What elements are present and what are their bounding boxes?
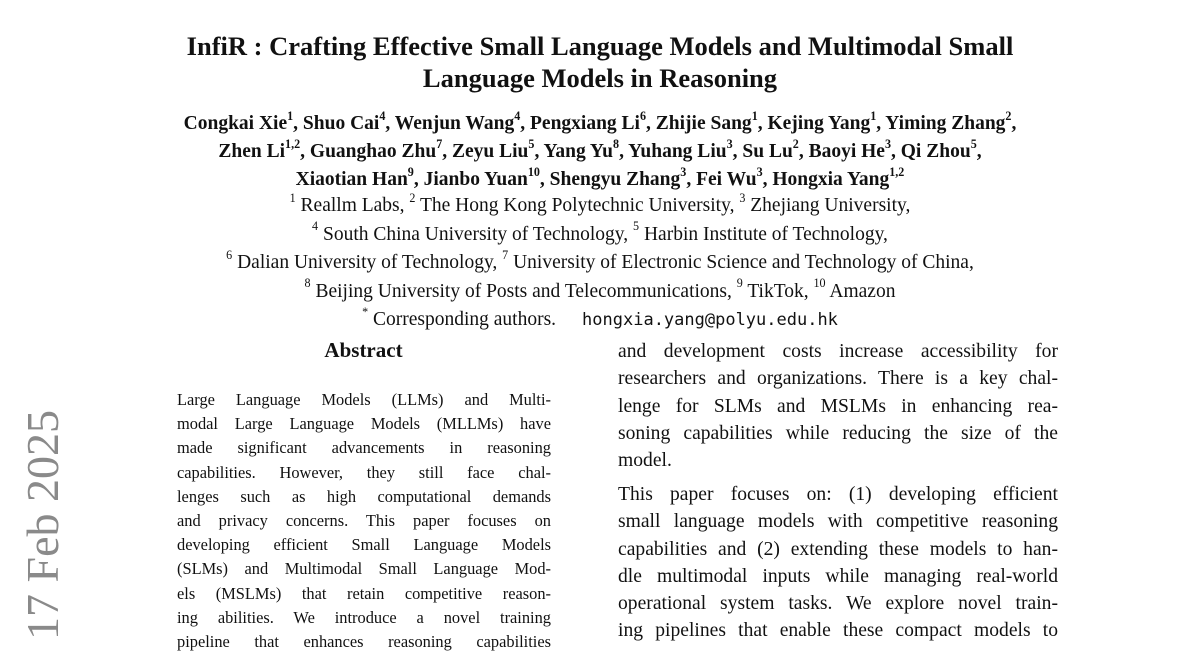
paragraph-line: dle multimodal inputs while managing real-world: [618, 565, 1058, 587]
abstract-heading: Abstract: [324, 338, 403, 362]
corresponding-author-line: [60, 306, 1140, 335]
arxiv-date-stamp: 17 Feb 2025: [17, 410, 68, 640]
paragraph-line: small language models with competitive reasoning: [618, 511, 1058, 533]
author-line: Xiaotian Han$^9$, Jianbo Yuan$^{10}$, Shengyu Zhang$^3$, Fei Wu$^3$, Hongxia Yang$^{1,2}$: [295, 164, 905, 190]
affiliation-line: $^1$ Reallm Labs, $^2$ The Hong Kong Polytechnic University, $^3$ Zhejiang University,: [289, 190, 911, 216]
author-line: Congkai Xie$^1$, Shuo Cai$^4$, Wenjun Wang$^4$, Pengxiang Li$^6$, Zhijie Sang$^1$, Kejing Yang$^1$, Yiming Zhang$^2$,: [183, 108, 1017, 134]
abstract-line: pipeline that enhances reasoning capabilities: [177, 632, 551, 652]
abstract-body: [177, 388, 551, 654]
introduction-text: [618, 338, 1058, 651]
paper-title: [100, 30, 1100, 94]
paragraph-line: lenge for SLMs and MSLMs in enhancing rea-: [618, 395, 1058, 417]
corresponding-label: * Corresponding authors.: [362, 304, 557, 330]
paragraph-line: and development costs increase accessibility for: [618, 341, 1058, 362]
paragraph-line: capabilities and (2) extending these models to han-: [618, 538, 1058, 560]
paragraph: [618, 481, 1058, 645]
affiliations: [60, 192, 1140, 335]
corresponding-email[interactable]: hongxia.yang@polyu.edu.hk: [582, 310, 838, 330]
abstract-line: els (MSLMs) that retain competitive reason-: [177, 583, 551, 603]
title-line: Language Models in Reasoning: [422, 63, 778, 93]
abstract-line: developing efficient Small Language Models: [177, 535, 551, 555]
affiliation-line: $^4$ South China University of Technology, $^5$ Harbin Institute of Technology,: [312, 219, 888, 245]
paragraph-line: This paper focuses on: (1) developing efficient: [618, 483, 1058, 505]
abstract-line: (SLMs) and Multimodal Small Language Mod-: [177, 559, 551, 579]
title-line: InfiR : Crafting Effective Small Language Models and Multimodal Small: [186, 31, 1014, 61]
abstract-line: and privacy concerns. This paper focuses on: [177, 511, 551, 531]
paragraph-line: researchers and organizations. There is a key chal-: [618, 368, 1058, 390]
abstract-line: made significant advancements in reasoning: [177, 438, 551, 458]
abstract-line: lenges such as high computational demands: [177, 486, 551, 506]
affiliation-line: $^6$ Dalian University of Technology, $^7$ University of Electronic Science and Technology of China,: [226, 247, 974, 273]
abstract-line: Large Language Models (LLMs) and Multi-: [177, 390, 551, 409]
author-list: [60, 110, 1140, 194]
paragraph: [618, 338, 1058, 474]
abstract-line: ing abilities. We introduce a novel training: [177, 607, 551, 627]
paragraph-line: soning capabilities while reducing the size of the: [618, 422, 1058, 444]
paragraph-line: model.: [618, 450, 672, 472]
paragraph-line: ing pipelines that enable these compact models to: [618, 620, 1058, 642]
paragraph-line: operational system tasks. We explore novel train-: [618, 593, 1058, 615]
affiliation-line: $^8$ Beijing University of Posts and Telecommunications, $^9$ TikTok, $^{10}$ Amazon: [304, 276, 896, 302]
abstract-line: capabilities. However, they still face chal-: [177, 462, 551, 482]
abstract-line: modal Large Language Models (MLLMs) have: [177, 414, 551, 434]
author-line: Zhen Li$^{1,2}$, Guanghao Zhu$^7$, Zeyu Liu$^5$, Yang Yu$^8$, Yuhang Liu$^3$, Su Lu$^2$, Baoyi He$^3$, Qi Zhou$^5$,: [218, 136, 982, 162]
